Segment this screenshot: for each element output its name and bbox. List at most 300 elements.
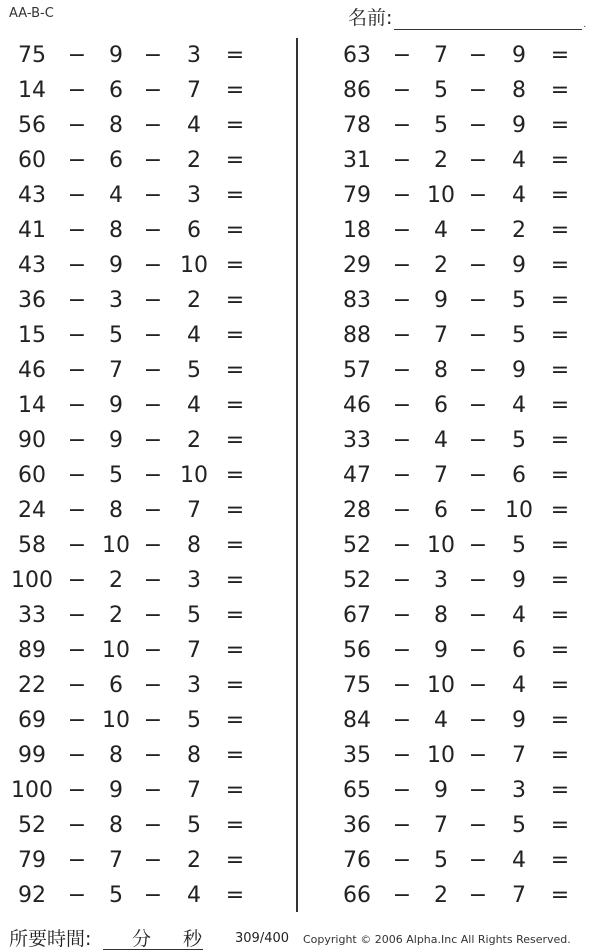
equals-sign: = <box>225 603 245 628</box>
minus-sign: − <box>468 568 488 593</box>
third-operand: 7 <box>187 638 201 663</box>
first-operand: 46 <box>18 358 46 383</box>
first-operand: 65 <box>343 778 371 803</box>
second-operand: 9 <box>434 288 448 313</box>
third-operand: 7 <box>187 778 201 803</box>
problem-row <box>325 248 595 283</box>
first-operand: 28 <box>343 498 371 523</box>
third-operand: 3 <box>512 778 526 803</box>
third-operand: 3 <box>187 673 201 698</box>
third-operand: 10 <box>180 463 208 488</box>
second-operand: 9 <box>109 393 123 418</box>
worksheet-code: AA-B-C <box>9 6 54 21</box>
minus-sign: − <box>392 778 412 803</box>
first-operand: 52 <box>18 813 46 838</box>
minus-sign: − <box>392 288 412 313</box>
problem-row <box>0 563 270 598</box>
first-operand: 57 <box>343 358 371 383</box>
minus-sign: − <box>392 568 412 593</box>
minus-sign: − <box>143 603 163 628</box>
equals-sign: = <box>225 358 245 383</box>
first-operand: 75 <box>18 43 46 68</box>
equals-sign: = <box>225 183 245 208</box>
third-operand: 5 <box>512 428 526 453</box>
minus-sign: − <box>143 638 163 663</box>
third-operand: 8 <box>187 533 201 558</box>
third-operand: 6 <box>512 463 526 488</box>
problem-row <box>0 738 270 773</box>
first-operand: 76 <box>343 848 371 873</box>
first-operand: 60 <box>18 463 46 488</box>
equals-sign: = <box>550 848 570 873</box>
first-operand: 36 <box>343 813 371 838</box>
minus-sign: − <box>392 708 412 733</box>
problem-row <box>325 668 595 703</box>
third-operand: 4 <box>512 848 526 873</box>
footer <box>0 922 600 952</box>
problem-row <box>0 108 270 143</box>
minus-sign: − <box>392 393 412 418</box>
second-operand: 7 <box>109 358 123 383</box>
first-operand: 33 <box>18 603 46 628</box>
minus-sign: − <box>468 253 488 278</box>
problem-row <box>0 388 270 423</box>
minus-sign: − <box>143 533 163 558</box>
minus-sign: − <box>392 883 412 908</box>
second-operand: 4 <box>109 183 123 208</box>
third-operand: 9 <box>512 253 526 278</box>
first-operand: 43 <box>18 253 46 278</box>
minus-sign: − <box>143 498 163 523</box>
minus-sign: − <box>67 113 87 138</box>
second-operand: 10 <box>102 533 130 558</box>
problem-row <box>0 143 270 178</box>
equals-sign: = <box>225 393 245 418</box>
equals-sign: = <box>550 78 570 103</box>
equals-sign: = <box>550 673 570 698</box>
first-operand: 43 <box>18 183 46 208</box>
equals-sign: = <box>550 708 570 733</box>
minus-sign: − <box>143 463 163 488</box>
third-operand: 9 <box>512 568 526 593</box>
time-label: 所要時間: <box>9 928 92 950</box>
equals-sign: = <box>550 498 570 523</box>
equals-sign: = <box>550 288 570 313</box>
third-operand: 7 <box>512 743 526 768</box>
first-operand: 29 <box>343 253 371 278</box>
first-operand: 63 <box>343 43 371 68</box>
problem-row <box>0 73 270 108</box>
problem-row <box>325 773 595 808</box>
third-operand: 5 <box>187 603 201 628</box>
minus-sign: − <box>468 78 488 103</box>
first-operand: 78 <box>343 113 371 138</box>
minus-sign: − <box>67 498 87 523</box>
second-operand: 7 <box>434 323 448 348</box>
problem-row <box>325 878 595 913</box>
problem-row <box>325 493 595 528</box>
equals-sign: = <box>550 603 570 628</box>
minus-sign: − <box>468 533 488 558</box>
equals-sign: = <box>225 778 245 803</box>
minus-sign: − <box>468 848 488 873</box>
name-label: 名前: <box>348 7 393 29</box>
first-operand: 89 <box>18 638 46 663</box>
third-operand: 4 <box>187 113 201 138</box>
second-operand: 7 <box>434 463 448 488</box>
third-operand: 2 <box>187 148 201 173</box>
second-operand: 4 <box>434 428 448 453</box>
third-operand: 6 <box>187 218 201 243</box>
problem-row <box>325 388 595 423</box>
third-operand: 4 <box>512 393 526 418</box>
problem-row <box>325 213 595 248</box>
minus-sign: − <box>67 813 87 838</box>
second-operand: 8 <box>434 603 448 628</box>
equals-sign: = <box>550 428 570 453</box>
copyright: Copyright © 2006 Alpha.Inc All Rights Reserved. <box>303 933 571 946</box>
third-operand: 5 <box>512 533 526 558</box>
minus-sign: − <box>468 428 488 453</box>
problem-row <box>325 318 595 353</box>
minus-sign: − <box>67 883 87 908</box>
third-operand: 3 <box>187 183 201 208</box>
minus-sign: − <box>67 778 87 803</box>
minus-sign: − <box>392 603 412 628</box>
minus-sign: − <box>392 848 412 873</box>
problem-row <box>0 773 270 808</box>
problem-row <box>0 493 270 528</box>
minus-sign: − <box>143 288 163 313</box>
equals-sign: = <box>550 358 570 383</box>
minus-sign: − <box>392 78 412 103</box>
problem-row <box>325 143 595 178</box>
minus-sign: − <box>143 253 163 278</box>
equals-sign: = <box>225 463 245 488</box>
first-operand: 84 <box>343 708 371 733</box>
equals-sign: = <box>550 148 570 173</box>
equals-sign: = <box>225 813 245 838</box>
problem-row <box>325 808 595 843</box>
first-operand: 14 <box>18 78 46 103</box>
second-operand: 6 <box>109 78 123 103</box>
third-operand: 4 <box>187 393 201 418</box>
minus-sign: − <box>468 743 488 768</box>
problem-row <box>325 108 595 143</box>
minus-sign: − <box>143 743 163 768</box>
problem-row <box>325 73 595 108</box>
minus-sign: − <box>392 113 412 138</box>
minus-sign: − <box>468 638 488 663</box>
minus-sign: − <box>392 253 412 278</box>
minus-sign: − <box>468 883 488 908</box>
third-operand: 4 <box>187 323 201 348</box>
second-operand: 10 <box>102 708 130 733</box>
second-operand: 5 <box>434 78 448 103</box>
first-operand: 14 <box>18 393 46 418</box>
first-operand: 56 <box>343 638 371 663</box>
problem-row <box>0 283 270 318</box>
minus-sign: − <box>143 848 163 873</box>
third-operand: 8 <box>187 743 201 768</box>
second-operand: 2 <box>434 148 448 173</box>
equals-sign: = <box>225 743 245 768</box>
minus-sign: − <box>143 358 163 383</box>
minus-sign: − <box>392 638 412 663</box>
minus-sign: − <box>67 428 87 453</box>
third-operand: 10 <box>180 253 208 278</box>
third-operand: 4 <box>512 673 526 698</box>
second-operand: 6 <box>434 393 448 418</box>
third-operand: 2 <box>512 218 526 243</box>
page-number: 309/400 <box>235 931 290 946</box>
third-operand: 10 <box>505 498 533 523</box>
minus-sign: − <box>67 358 87 383</box>
equals-sign: = <box>550 463 570 488</box>
third-operand: 6 <box>512 638 526 663</box>
name-blank-line[interactable] <box>394 10 582 30</box>
problem-row <box>0 248 270 283</box>
minus-sign: − <box>143 113 163 138</box>
minus-sign: − <box>67 708 87 733</box>
equals-sign: = <box>225 253 245 278</box>
problem-row <box>0 423 270 458</box>
problem-row <box>325 633 595 668</box>
first-operand: 67 <box>343 603 371 628</box>
equals-sign: = <box>550 253 570 278</box>
minus-sign: − <box>67 218 87 243</box>
equals-sign: = <box>550 813 570 838</box>
minus-sign: − <box>67 78 87 103</box>
third-operand: 5 <box>512 323 526 348</box>
equals-sign: = <box>225 113 245 138</box>
minutes-unit: 分 <box>132 928 152 950</box>
problem-row <box>0 353 270 388</box>
column-divider <box>296 38 298 912</box>
second-operand: 7 <box>434 43 448 68</box>
equals-sign: = <box>225 848 245 873</box>
minus-sign: − <box>67 673 87 698</box>
minus-sign: − <box>143 148 163 173</box>
problem-row <box>325 528 595 563</box>
first-operand: 36 <box>18 288 46 313</box>
problem-row <box>0 703 270 738</box>
problems-right-column <box>325 38 595 913</box>
minus-sign: − <box>392 218 412 243</box>
second-operand: 10 <box>427 533 455 558</box>
minus-sign: − <box>392 148 412 173</box>
minus-sign: − <box>143 673 163 698</box>
second-operand: 4 <box>434 708 448 733</box>
problem-row <box>0 598 270 633</box>
first-operand: 52 <box>343 533 371 558</box>
problem-row <box>325 353 595 388</box>
first-operand: 100 <box>11 568 53 593</box>
equals-sign: = <box>225 883 245 908</box>
problem-row <box>0 318 270 353</box>
minus-sign: − <box>468 148 488 173</box>
equals-sign: = <box>550 393 570 418</box>
minus-sign: − <box>392 533 412 558</box>
equals-sign: = <box>225 323 245 348</box>
minus-sign: − <box>468 218 488 243</box>
equals-sign: = <box>550 743 570 768</box>
name-field <box>348 6 586 30</box>
equals-sign: = <box>550 638 570 663</box>
equals-sign: = <box>225 78 245 103</box>
first-operand: 88 <box>343 323 371 348</box>
problems-left-column <box>0 38 270 913</box>
problem-row <box>325 283 595 318</box>
problem-row <box>325 598 595 633</box>
problem-row <box>325 38 595 73</box>
second-operand: 8 <box>109 113 123 138</box>
third-operand: 3 <box>187 43 201 68</box>
third-operand: 9 <box>512 358 526 383</box>
equals-sign: = <box>550 218 570 243</box>
second-operand: 5 <box>109 463 123 488</box>
minus-sign: − <box>143 218 163 243</box>
first-operand: 100 <box>11 778 53 803</box>
minus-sign: − <box>468 673 488 698</box>
second-operand: 7 <box>109 848 123 873</box>
first-operand: 33 <box>343 428 371 453</box>
problem-row <box>0 668 270 703</box>
problem-row <box>325 703 595 738</box>
minus-sign: − <box>143 883 163 908</box>
first-operand: 15 <box>18 323 46 348</box>
minus-sign: − <box>67 148 87 173</box>
equals-sign: = <box>225 288 245 313</box>
minus-sign: − <box>143 428 163 453</box>
third-operand: 9 <box>512 708 526 733</box>
second-operand: 9 <box>434 778 448 803</box>
second-operand: 2 <box>434 883 448 908</box>
minus-sign: − <box>392 813 412 838</box>
problem-row <box>325 458 595 493</box>
minus-sign: − <box>392 743 412 768</box>
first-operand: 92 <box>18 883 46 908</box>
second-operand: 8 <box>109 498 123 523</box>
second-operand: 8 <box>434 358 448 383</box>
third-operand: 5 <box>187 813 201 838</box>
equals-sign: = <box>225 708 245 733</box>
minus-sign: − <box>468 708 488 733</box>
third-operand: 9 <box>512 113 526 138</box>
third-operand: 2 <box>187 288 201 313</box>
first-operand: 31 <box>343 148 371 173</box>
minus-sign: − <box>468 778 488 803</box>
problem-row <box>0 633 270 668</box>
first-operand: 58 <box>18 533 46 558</box>
problem-row <box>0 178 270 213</box>
minus-sign: − <box>67 288 87 313</box>
equals-sign: = <box>550 778 570 803</box>
first-operand: 24 <box>18 498 46 523</box>
equals-sign: = <box>550 43 570 68</box>
problem-row <box>325 738 595 773</box>
third-operand: 4 <box>512 603 526 628</box>
second-operand: 2 <box>109 603 123 628</box>
minus-sign: − <box>67 323 87 348</box>
first-operand: 56 <box>18 113 46 138</box>
minus-sign: − <box>143 393 163 418</box>
minus-sign: − <box>392 358 412 383</box>
second-operand: 5 <box>109 883 123 908</box>
minus-sign: − <box>67 603 87 628</box>
minus-sign: − <box>143 183 163 208</box>
first-operand: 86 <box>343 78 371 103</box>
minus-sign: − <box>468 43 488 68</box>
minus-sign: − <box>67 568 87 593</box>
problem-row <box>325 563 595 598</box>
first-operand: 66 <box>343 883 371 908</box>
second-operand: 5 <box>434 113 448 138</box>
third-operand: 5 <box>187 358 201 383</box>
minus-sign: − <box>143 778 163 803</box>
equals-sign: = <box>550 568 570 593</box>
minus-sign: − <box>67 638 87 663</box>
minus-sign: − <box>468 393 488 418</box>
second-operand: 6 <box>434 498 448 523</box>
equals-sign: = <box>225 498 245 523</box>
problem-row <box>325 843 595 878</box>
second-operand: 3 <box>434 568 448 593</box>
minus-sign: − <box>143 78 163 103</box>
equals-sign: = <box>225 43 245 68</box>
equals-sign: = <box>225 218 245 243</box>
minus-sign: − <box>143 568 163 593</box>
first-operand: 69 <box>18 708 46 733</box>
first-operand: 41 <box>18 218 46 243</box>
first-operand: 83 <box>343 288 371 313</box>
third-operand: 4 <box>512 148 526 173</box>
first-operand: 52 <box>343 568 371 593</box>
third-operand: 9 <box>512 43 526 68</box>
minus-sign: − <box>392 183 412 208</box>
minus-sign: − <box>392 463 412 488</box>
third-operand: 4 <box>187 883 201 908</box>
problem-row <box>0 528 270 563</box>
first-operand: 79 <box>343 183 371 208</box>
minus-sign: − <box>468 183 488 208</box>
third-operand: 7 <box>187 78 201 103</box>
minus-sign: − <box>67 43 87 68</box>
minus-sign: − <box>67 533 87 558</box>
problem-row <box>0 843 270 878</box>
problem-row <box>0 808 270 843</box>
minus-sign: − <box>143 43 163 68</box>
second-operand: 8 <box>109 813 123 838</box>
minus-sign: − <box>392 323 412 348</box>
minus-sign: − <box>392 673 412 698</box>
equals-sign: = <box>550 113 570 138</box>
minus-sign: − <box>392 498 412 523</box>
equals-sign: = <box>225 148 245 173</box>
minus-sign: − <box>468 323 488 348</box>
minus-sign: − <box>392 43 412 68</box>
minus-sign: − <box>143 708 163 733</box>
minus-sign: − <box>468 813 488 838</box>
second-operand: 6 <box>109 148 123 173</box>
minus-sign: − <box>67 393 87 418</box>
minus-sign: − <box>67 848 87 873</box>
third-operand: 4 <box>512 183 526 208</box>
second-operand: 10 <box>427 183 455 208</box>
minus-sign: − <box>468 113 488 138</box>
seconds-unit: 秒 <box>183 928 203 950</box>
second-operand: 8 <box>109 218 123 243</box>
